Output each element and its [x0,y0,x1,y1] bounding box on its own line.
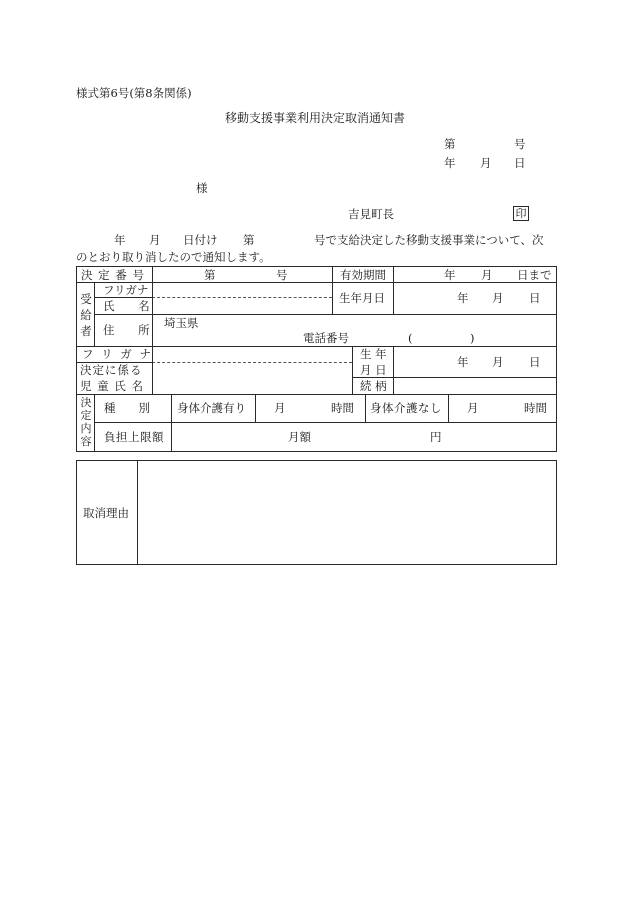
recipient-furigana-label: フリガナ [103,283,149,297]
child-birth-label-2: 月 日 [360,363,387,377]
form-code: 様式第6号(第8条関係) [76,86,192,100]
recipient-label: 受給者 [80,292,92,338]
decision-number-label: 決 定 番 号 [81,268,145,282]
addressee-suffix: 様 [196,181,208,195]
issuer-name: 吉見町長 [348,207,394,221]
child-birth-label-1: 生 年 [360,347,387,361]
child-birth-month: 月 [492,355,504,369]
care-yes-label: 身体介護有り [177,401,246,415]
recipient-name-label: 氏 名 [103,299,160,313]
child-birth-year: 年 [457,355,469,369]
body-year: 年 [114,233,126,247]
valid-period-until: 日まで [517,268,552,282]
valid-period-label: 有効期間 [340,268,386,282]
child-birth-day: 日 [529,355,541,369]
phone-parens: ( ) [408,331,475,345]
valid-period-month: 月 [481,268,493,282]
care-yes-month: 月 [274,401,286,415]
body-dai: 第 [243,233,255,247]
child-name-label-2: 児 童 氏 名 [80,379,144,393]
body-month: 月 [149,233,161,247]
type-label: 種 別 [104,401,150,415]
body-line-2: のとおり取り消したので通知します。 [76,250,271,264]
address-value: 埼玉県 [164,316,199,330]
document-title: 移動支援事業利用決定取消通知書 [225,111,406,125]
birthdate-label: 生年月日 [339,291,385,305]
valid-period-year: 年 [444,268,456,282]
decision-content-label: 決定内容 [80,396,92,448]
care-no-hours: 時間 [524,401,547,415]
birthdate-year: 年 [457,291,469,305]
seal-mark: 印 [513,206,529,221]
doc-date-day: 日 [514,156,526,170]
doc-date-year: 年 [444,156,456,170]
body-rest: 号で支給決定した移動支援事業について、次 [314,233,544,247]
care-no-label: 身体介護なし [370,401,442,415]
burden-label: 負担上限額 [104,430,164,444]
doc-number-dai: 第 [444,137,456,151]
doc-date-month: 月 [480,156,492,170]
care-yes-hours: 時間 [331,401,354,415]
doc-number-go: 号 [514,137,526,151]
child-name-label-1: 決定に係る [80,363,143,377]
address-label: 住 所 [103,323,160,337]
birthdate-day: 日 [529,291,541,305]
care-no-month: 月 [467,401,479,415]
reason-label: 取消理由 [83,506,129,520]
decision-number-dai: 第 [204,268,216,282]
decision-number-go: 号 [276,268,288,282]
burden-monthly: 月額 [288,430,311,444]
birthdate-month: 月 [492,291,504,305]
child-furigana-label: フ リ ガ ナ [82,347,153,361]
relation-label: 続 柄 [360,379,387,393]
burden-yen: 円 [430,430,442,444]
body-day: 日付け [183,233,218,247]
phone-label: 電話番号 [303,331,349,345]
